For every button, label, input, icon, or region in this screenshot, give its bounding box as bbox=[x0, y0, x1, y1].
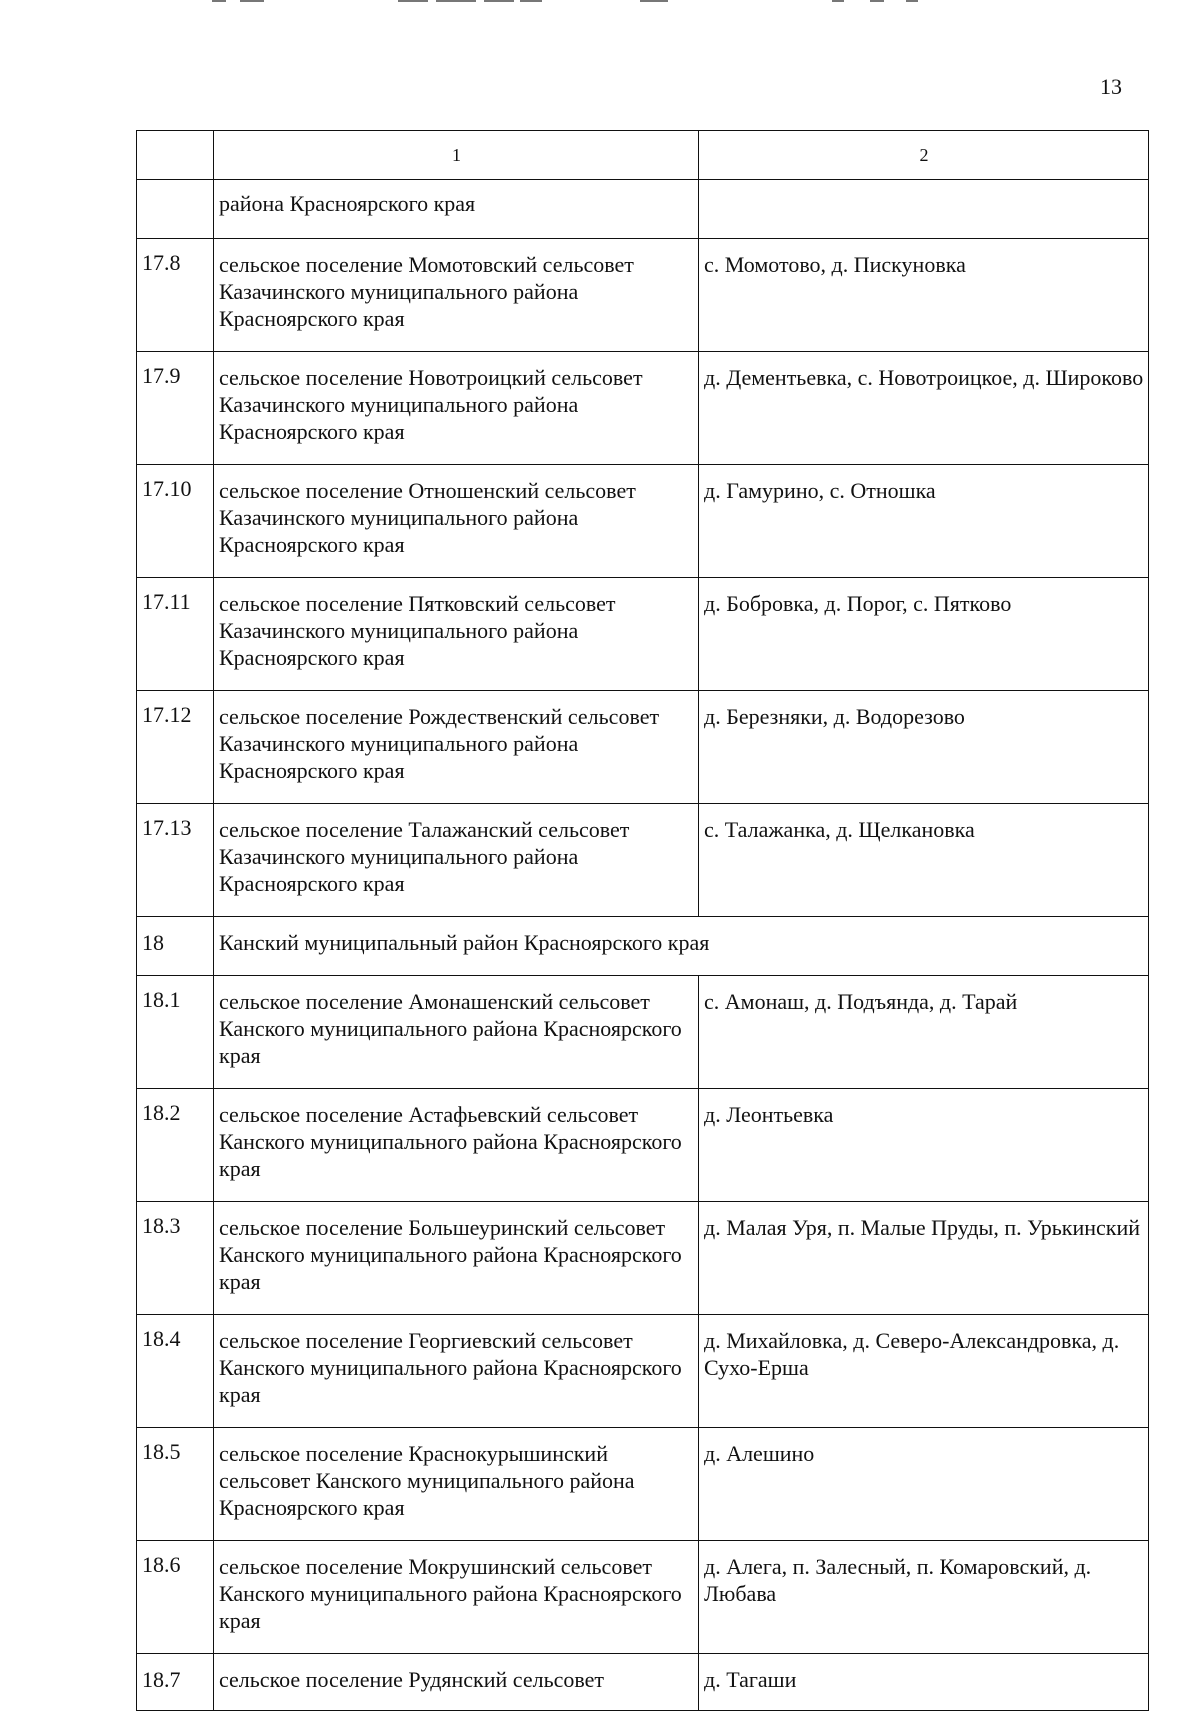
settlement-name: сельское поселение Рождественский сельсовет Казачинского муниципального района Красноярского края bbox=[214, 691, 699, 804]
continuation-row bbox=[137, 180, 1149, 239]
settlement-places: с. Талажанка, д. Щелкановка bbox=[699, 804, 1149, 917]
settlements-table bbox=[136, 130, 1149, 1711]
settlement-places: д. Малая Уря, п. Малые Пруды, п. Урькинский bbox=[699, 1202, 1149, 1315]
table-row bbox=[137, 804, 1149, 917]
settlement-places: д. Алешино bbox=[699, 1428, 1149, 1541]
table-row bbox=[137, 1315, 1149, 1428]
row-number bbox=[137, 180, 214, 239]
row-number: 18.3 bbox=[137, 1202, 214, 1315]
row-number: 18.2 bbox=[137, 1089, 214, 1202]
row-number: 18.7 bbox=[137, 1654, 214, 1711]
settlement-name: сельское поселение Рудянский сельсовет bbox=[214, 1654, 699, 1711]
settlement-name: сельское поселение Отношенский сельсовет Казачинского муниципального района Красноярского края bbox=[214, 465, 699, 578]
table-row bbox=[137, 578, 1149, 691]
table-row bbox=[137, 1089, 1149, 1202]
section-number: 18 bbox=[137, 917, 214, 976]
settlement-name: сельское поселение Георгиевский сельсовет Канского муниципального района Красноярского края bbox=[214, 1315, 699, 1428]
settlement-name: сельское поселение Мокрушинский сельсовет Канского муниципального района Красноярского края bbox=[214, 1541, 699, 1654]
table-row bbox=[137, 976, 1149, 1089]
settlement-places: с. Момотово, д. Пискуновка bbox=[699, 239, 1149, 352]
header-cell-2: 2 bbox=[699, 131, 1149, 180]
row-number: 18.6 bbox=[137, 1541, 214, 1654]
table-row bbox=[137, 691, 1149, 804]
table-row bbox=[137, 465, 1149, 578]
settlement-name: сельское поселение Момотовский сельсовет Казачинского муниципального района Красноярского края bbox=[214, 239, 699, 352]
settlement-places: д. Леонтьевка bbox=[699, 1089, 1149, 1202]
table-header-row bbox=[137, 131, 1149, 180]
settlement-places: д. Дементьевка, с. Новотроицкое, д. Широково bbox=[699, 352, 1149, 465]
settlement-name: сельское поселение Талажанский сельсовет Казачинского муниципального района Красноярского края bbox=[214, 804, 699, 917]
row-number: 17.12 bbox=[137, 691, 214, 804]
table-row bbox=[137, 1428, 1149, 1541]
row-number: 17.10 bbox=[137, 465, 214, 578]
section-row-18 bbox=[137, 917, 1149, 976]
settlement-name: сельское поселение Пятковский сельсовет Казачинского муниципального района Красноярского края bbox=[214, 578, 699, 691]
settlement-places: с. Амонаш, д. Подъянда, д. Тарай bbox=[699, 976, 1149, 1089]
table-row bbox=[137, 1202, 1149, 1315]
table-row bbox=[137, 352, 1149, 465]
settlement-name: сельское поселение Большеуринский сельсовет Канского муниципального района Красноярского края bbox=[214, 1202, 699, 1315]
settlement-places: д. Тагаши bbox=[699, 1654, 1149, 1711]
settlement-name: сельское поселение Амонашенский сельсовет Канского муниципального района Красноярского края bbox=[214, 976, 699, 1089]
settlement-name: района Красноярского края bbox=[214, 180, 699, 239]
section-title: Канский муниципальный район Красноярского края bbox=[214, 917, 1149, 976]
row-number: 18.4 bbox=[137, 1315, 214, 1428]
settlement-places: д. Березняки, д. Водорезово bbox=[699, 691, 1149, 804]
settlement-places: д. Алега, п. Залесный, п. Комаровский, д. Любава bbox=[699, 1541, 1149, 1654]
settlement-name: сельское поселение Краснокурышинский сельсовет Канского муниципального района Красноярского края bbox=[214, 1428, 699, 1541]
table-row bbox=[137, 239, 1149, 352]
page-number: 13 bbox=[1100, 74, 1122, 99]
row-number: 17.11 bbox=[137, 578, 214, 691]
header-cell-1: 1 bbox=[214, 131, 699, 180]
header-cell-number bbox=[137, 131, 214, 180]
settlement-places: д. Гамурино, с. Отношка bbox=[699, 465, 1149, 578]
scan-edge-marks bbox=[0, 0, 1200, 6]
row-number: 17.8 bbox=[137, 239, 214, 352]
row-number: 17.9 bbox=[137, 352, 214, 465]
settlement-places bbox=[699, 180, 1149, 239]
settlement-places: д. Бобровка, д. Порог, с. Пятково bbox=[699, 578, 1149, 691]
row-number: 18.1 bbox=[137, 976, 214, 1089]
settlement-places: д. Михайловка, д. Северо-Александровка, д. Сухо-Ерша bbox=[699, 1315, 1149, 1428]
row-number: 17.13 bbox=[137, 804, 214, 917]
settlement-name: сельское поселение Астафьевский сельсовет Канского муниципального района Красноярского края bbox=[214, 1089, 699, 1202]
settlement-name: сельское поселение Новотроицкий сельсовет Казачинского муниципального района Красноярского края bbox=[214, 352, 699, 465]
table-row bbox=[137, 1541, 1149, 1654]
row-number: 18.5 bbox=[137, 1428, 214, 1541]
